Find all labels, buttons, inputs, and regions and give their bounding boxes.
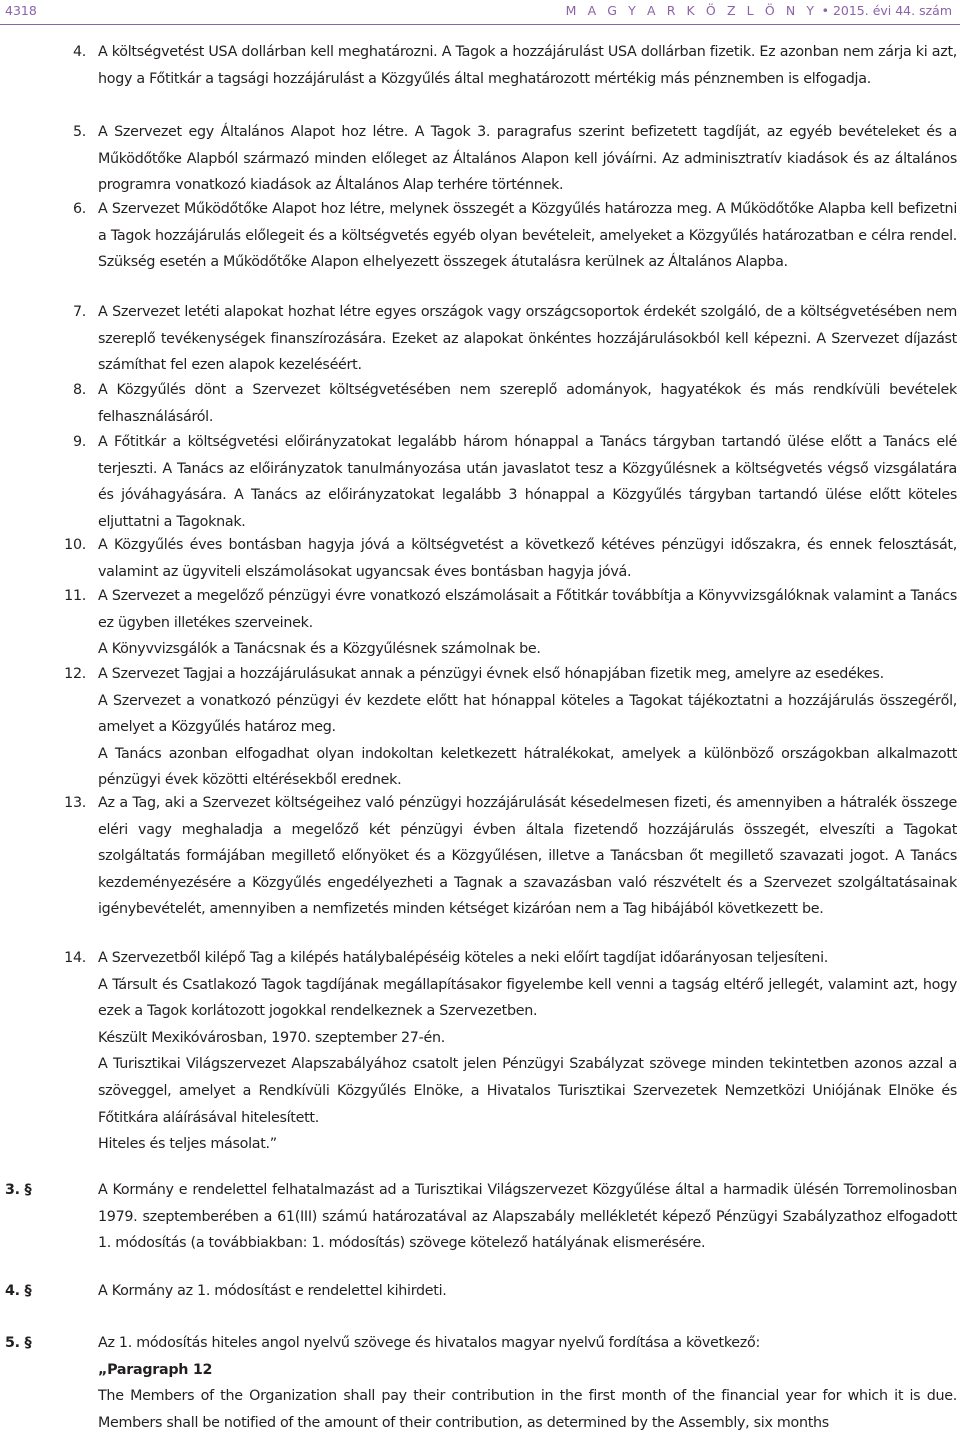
paragraph-text: A Szervezet Tagjai a hozzájárulásukat annak a pénzügyi évnek első hónapjában fizetik meg, amelyre az esedékes. bbox=[98, 666, 884, 682]
paragraph-number: 10. bbox=[64, 537, 86, 553]
paragraph-text: A Szervezet a megelőző pénzügyi évre vonatkozó elszámolásait a Főtitkár továbbítja a Könyvvizsgálóknak valamint a Tanács ez ügyben illetékes szerveinek. bbox=[98, 588, 957, 631]
header-bullet: • bbox=[821, 3, 829, 18]
paragraph-text: A Közgyűlés éves bontásban hagyja jóvá a költségvetést a következő kétéves pénzügyi időszakra, és ennek felosztását, valamint az ügyviteli elszámolásokat ugyancsak éves bontásban hagyja jóvá. bbox=[98, 537, 957, 580]
paragraph-number: 4. bbox=[72, 44, 86, 60]
journal-name: M A G Y A R K Ö Z L Ö N Y bbox=[565, 3, 818, 18]
paragraph-text: A Közgyűlés dönt a Szervezet költségvetésében nem szereplő adományok, hagyatékok és más rendkívüli bevételek felhasználásáról. bbox=[98, 382, 957, 425]
page-number: 4318 bbox=[5, 3, 37, 18]
paragraph-extra: A Turisztikai Világszervezet Alapszabályához csatolt jelen Pénzügyi Szabályzat szövege minden tekintetben azonos azzal a szöveggel, amelyet a Rendkívüli Közgyűlés Elnöke, a Hivatalos Turisztikai Szervezetek Nemzetközi Uniójának Elnöke és Főtitkára aláírásával hitelesített. bbox=[98, 1056, 957, 1126]
paragraph-heading: „Paragraph 12 bbox=[98, 1361, 213, 1378]
paragraph-extra: A Könyvvizsgálók a Tanácsnak és a Közgyűlésnek számolnak be. bbox=[98, 641, 541, 658]
paragraph-14 bbox=[64, 945, 957, 1158]
paragraph-12 bbox=[64, 661, 957, 794]
paragraph-text: A költségvetést USA dollárban kell meghatározni. A Tagok a hozzájárulást USA dollárban fizetik. Ez azonban nem zárja ki azt, hogy a Főtitkár a tagsági hozzájárulást a Közgyűlés által meghatározott mértékig más pénznemben is elfogadja. bbox=[98, 44, 957, 87]
section-text: A Kormány az 1. módosítást e rendelettel kihirdeti. bbox=[98, 1283, 447, 1299]
paragraph-text: A Szervezet Működőtőke Alapot hoz létre, melynek összegét a Közgyűlés határozza meg. A Működőtőke Alapba kell befizetni a Tagok hozzájárulás előlegeit és a költségvetés egyéb olyan bevételeit, amelyeket a Közgyűlés határozatban e célra rendel. Szükség esetén a Működőtőke Alapon elhelyezett összegek átutalásra kerülnek az Általános Alapba. bbox=[98, 201, 957, 271]
paragraph-text: Az a Tag, aki a Szervezet költségeihez való pénzügyi hozzájárulását késedelmesen fizeti, és amennyiben a hátralék összege eléri vagy meghaladja a megelőző két pénzügyi évben általa fizetendő hozzájárulás összegét, elveszíti a Tagokat szolgáltatás formájában megillető előnyöket és a Közgyűlésen, illetve a Tanácsban őt megillető szavazati jogot. A Tanács kezdeményezésére a Közgyűlés engedélyezheti a Tagnak a szavazásban való részvételt és a Szervezet szolgáltatásainak igénybevételét, amennyiben a nemfizetés minden kétséget kizáróan nem a Tag hibájából következett be. bbox=[98, 795, 957, 918]
paragraph-number: 9. bbox=[72, 434, 86, 450]
paragraph-7 bbox=[72, 299, 957, 379]
paragraph-number: 5. bbox=[72, 124, 86, 140]
section-5 bbox=[5, 1330, 957, 1436]
paragraph-9 bbox=[72, 429, 957, 535]
paragraph-number: 13. bbox=[64, 795, 86, 811]
paragraph-5 bbox=[72, 119, 957, 199]
paragraph-text: A Szervezet egy Általános Alapot hoz létre. A Tagok 3. paragrafus szerint befizetett tagdíját, az egyéb bevételeket és a Működőtőke Alapból származó minden előleget az Általános Alapon kell jóváírni. Az adminisztratív kiadások és az általános programra vonatkozó kiadások az Általános Alap terhére történnek. bbox=[98, 124, 957, 194]
english-text: The Members of the Organization shall pay their contribution in the first month of the financial year for which it is due. Members shall be notified of the amount of their contribution, as determined by the Assembly, six months bbox=[98, 1388, 957, 1431]
paragraph-6 bbox=[72, 196, 957, 276]
section-number: 4. § bbox=[5, 1283, 32, 1299]
paragraph-extra: A Tanács azonban elfogadhat olyan indokoltan keletkezett hátralékokat, amelyek a különböző országokban alkalmazott pénzügyi évek közötti eltérésekből erednek. bbox=[98, 745, 957, 789]
paragraph-8 bbox=[72, 377, 957, 430]
section-number: 3. § bbox=[5, 1182, 32, 1198]
paragraph-number: 14. bbox=[64, 950, 86, 966]
paragraph-extra: Hiteles és teljes másolat.” bbox=[98, 1136, 277, 1153]
paragraph-4 bbox=[72, 39, 957, 92]
paragraph-extra: Készült Mexikóvárosban, 1970. szeptember 27-én. bbox=[98, 1029, 445, 1046]
section-text: A Kormány e rendelettel felhatalmazást ad a Turisztikai Világszervezet Közgyűlése által a harmadik ülésén Torremolinosban 1979. szeptemberében a 61(III) számú határozatával az Alapszabály mellékletét képező Pénzügyi Szabályzathoz elfogadott 1. módosítás (a továbbiakban: 1. módosítás) szövege kötelező hatályának elismerésére. bbox=[98, 1182, 957, 1252]
paragraph-10 bbox=[64, 532, 957, 585]
paragraph-number: 12. bbox=[64, 666, 86, 682]
section-3 bbox=[5, 1177, 957, 1257]
paragraph-text: A Szervezet letéti alapokat hozhat létre egyes országok vagy országcsoportok érdekét szolgáló, de a költségvetésében nem szereplő tevékenységek finanszírozására. Ezeket az alapokat önkéntes hozzájárulásokból kell képezni. A Szervezet díjazást számíthat fel ezen alapok kezeléséért. bbox=[98, 304, 957, 374]
issue-label: 2015. évi 44. szám bbox=[832, 3, 952, 18]
paragraph-11 bbox=[64, 583, 957, 663]
paragraph-extra: A Társult és Csatlakozó Tagok tagdíjának megállapításakor figyelembe kell venni a tagság eltérő jellegét, valamint azt, hogy ezek a Tagok korlátozott jogokkal rendelkeznek a Szervezetben. bbox=[98, 976, 957, 1020]
paragraph-text: A Főtitkár a költségvetési előirányzatokat legalább három hónappal a Tanács tárgyban tartandó ülése előtt a Tanács elé terjeszti. A Tanács az előirányzatok tanulmányozása után javaslatot tesz a Közgyűlésnek a költségvetés végső vizsgálatára és jóváhagyására. A Tanács az előirányzatokat legalább 3 hónappal a Közgyűlés tárgyban tartandó ülése előtt köteles eljuttatni a Tagoknak. bbox=[98, 434, 957, 530]
paragraph-number: 11. bbox=[64, 588, 86, 604]
header-rule bbox=[0, 24, 960, 25]
section-number: 5. § bbox=[5, 1335, 32, 1351]
paragraph-text: A Szervezetből kilépő Tag a kilépés hatálybalépéséig köteles a neki előírt tagdíjat időarányosan teljesíteni. bbox=[98, 950, 828, 966]
paragraph-number: 8. bbox=[72, 382, 86, 398]
paragraph-number: 6. bbox=[72, 201, 86, 217]
paragraph-number: 7. bbox=[72, 304, 86, 320]
paragraph-13 bbox=[64, 790, 957, 923]
section-text: Az 1. módosítás hiteles angol nyelvű szövege és hivatalos magyar nyelvű fordítása a következő: bbox=[98, 1335, 760, 1351]
page-header bbox=[0, 0, 960, 22]
paragraph-extra: A Szervezet a vonatkozó pénzügyi év kezdete előtt hat hónappal köteles a Tagokat tájékoztatni a hozzájárulás összegéről, amelyet a Közgyűlés határoz meg. bbox=[98, 692, 957, 736]
journal-title bbox=[566, 0, 952, 22]
section-4 bbox=[5, 1278, 957, 1305]
